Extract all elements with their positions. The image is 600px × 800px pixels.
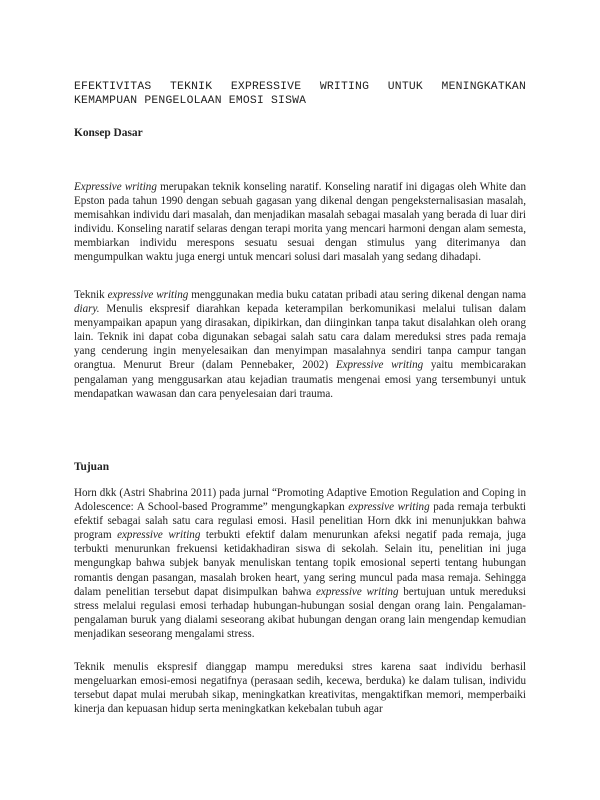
text-run: bertujuan untuk mereduksi stress melalui regulasi emosi terhadap hubungan-hubungan sosial dengan orang lain. Pengalaman-pengalaman buruk yang dialami seseorang akibat hubungan dengan orang lain mengendap kemudian menjadikan seseorang mengalami stress. <box>74 585 526 640</box>
italic-text-run: expressive writing <box>315 585 399 598</box>
italic-text-run: Expressive writing <box>335 359 424 372</box>
paragraph-konsep-1 <box>74 180 526 265</box>
text-run: Horn dkk (Astri Shabrina 2011) pada jurnal “Promoting Adaptive Emotion Regulation and Coping in Adolescence: A School-based Programme” mengungkapkan <box>74 487 526 514</box>
italic-text-run: expressive writing <box>107 289 189 301</box>
text-run: Teknik <box>74 289 108 301</box>
document-title: EFEKTIVITAS TEKNIK EXPRESSIVE WRITING UNTUK MENINGKATKAN KEMAMPUAN PENGELOLAAN EMOSI SISWA <box>74 81 526 107</box>
italic-text-run: expressive writing <box>117 529 201 542</box>
italic-text-run: expressive writing <box>348 501 430 514</box>
paragraph-tujuan-1 <box>74 486 526 641</box>
text-run: yaitu membicarakan pengalaman yang menggusarkan atau kejadian traumatis mengenai emosi yang tersembunyi untuk mendapatkan wawasan dan cara penyelesaian dari trauma. <box>74 359 526 400</box>
text-run: Menulis ekspresif diarahkan kepada keterampilan berkomunikasi melalui tulisan dalam menyampaikan apapun yang dirasakan, dipikirkan, dan diinginkan tanpa takut disalahkan oleh orang lain. Teknik ini dapat coba digunakan sebagai salah satu cara dalam mereduksi stres pada remaja yang cenderung ingin menyelesaikan dan menyimpan masalahnya sendiri tanpa campur tangan orangtua. Menurut Breur (dalam Pennebaker, 2002) <box>74 303 526 372</box>
italic-text-run: diary. <box>74 303 100 316</box>
text-run: pada remaja terbukti efektif sebagai salah satu cara regulasi emosi. Hasil penelitian Horn dkk ini menunjukkan bahwa program <box>74 501 526 542</box>
text-run: Teknik menulis ekspresif dianggap mampu mereduksi stres karena saat individu berhasil mengeluarkan emosi-emosi negatifnya (perasaan sedih, kecewa, berduka) ke dalam tulisan, individu tersebut dapat mulai merubah sikap, meningkatkan kreativitas, mengaktifkan memori, memperbaiki kinerja dan kepuasan hidup serta meningkatkan kekebalan tubuh agar <box>74 661 526 716</box>
text-run: terbukti efektif dalam menurunkan afeksi negatif pada remaja, juga terbukti menurunkan frekuensi ketidakhadiran siswa di sekolah. Selain itu, penelitian ini juga mengungkap bahwa subjek banyak menuliskan tentang topik emosional seperti tentang hubungan romantis dengan pasangan, masalah broken heart, yang sering muncul pada masa remaja. Sehingga dalam penelitian tersebut dapat disimpulkan bahwa <box>74 529 526 598</box>
section-heading-tujuan: Tujuan <box>74 461 110 473</box>
paragraph-konsep-2 <box>74 288 526 401</box>
text-run: merupakan teknik konseling naratif. Konseling naratif ini digagas oleh White dan Epston pada tahun 1990 dengan sebuah gagasan yang dikenal dengan pengeksternalisasian masalah, memisahkan individu dari masalah, dan menjadikan masalah sebagai masalah yang berada di luar diri individu. Konseling naratif selaras dengan terapi morita yang mencari harmoni dengan alam semesta, membiarkan individu merespons sesuatu sesuai dengan stimulus yang diterimanya dan mengumpulkan waktu juga energi untuk mencari solusi dari masalah yang sedang dihadapi. <box>74 181 526 264</box>
paragraph-tujuan-2 <box>74 660 526 716</box>
text-run: menggunakan media buku catatan pribadi atau sering dikenal dengan nama <box>188 289 527 301</box>
section-heading-konsep-dasar: Konsep Dasar <box>74 127 143 139</box>
italic-text-run: Expressive writing <box>74 181 157 193</box>
